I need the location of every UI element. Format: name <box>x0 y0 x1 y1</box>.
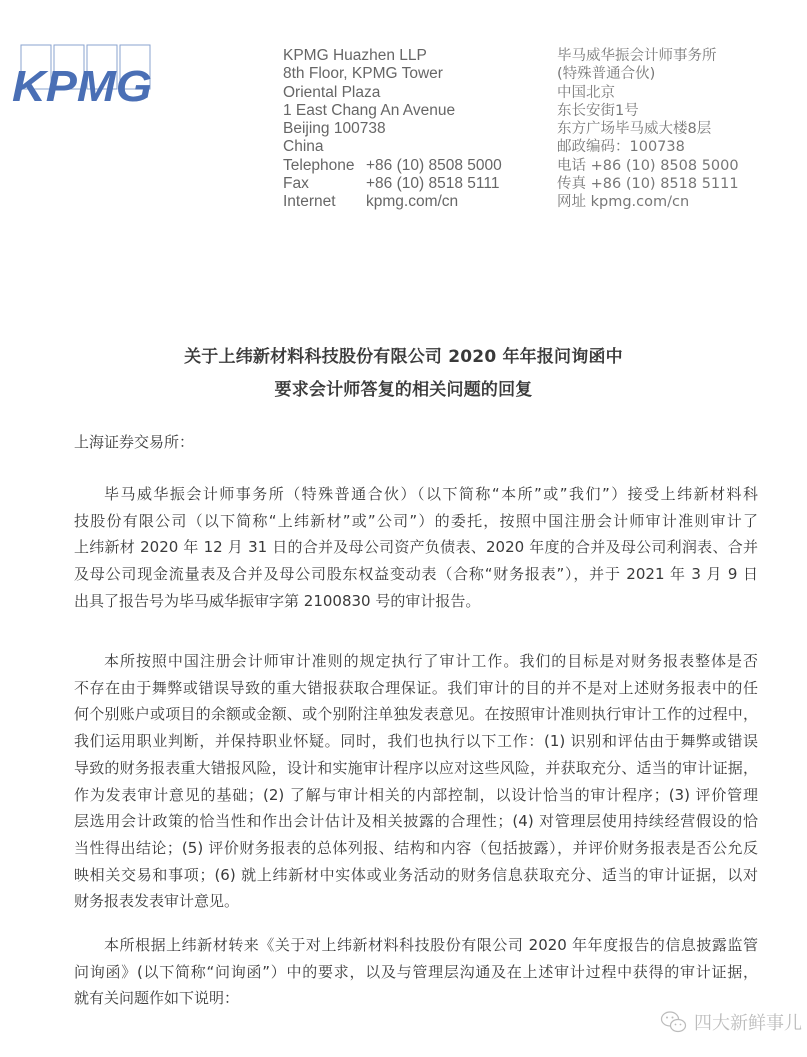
address-cn-line: 电话 +86 (10) 8508 5000 <box>557 157 739 174</box>
address-cn-line: 东长安街1号 <box>557 102 639 119</box>
contact-value: kpmg.com/cn <box>366 193 459 211</box>
logo-text: KPMG <box>12 62 152 106</box>
contact-value: +86 (10) 8508 5000 <box>366 156 502 174</box>
contact-label: Telephone <box>283 156 355 174</box>
paragraph-line: 何个别账户或项目的余额或金额、或个别附注单独发表意见。在按照审计准则执行审计工作的过程中， <box>74 705 758 724</box>
paragraph-line: 本所按照中国注册会计师审计准则的规定执行了审计工作。我们的目标是对财务报表整体是否 <box>104 652 758 670</box>
paragraph-line: 我们运用职业判断，并保持职业怀疑。同时，我们也执行以下工作：(1) 识别和评估由于舞弊或错误 <box>74 732 758 751</box>
paragraph-line: 技股份有限公司（以下简称“上纬新材”或”公司”）的委托，按照中国注册会计师审计准则审计了 <box>74 511 758 530</box>
address-en-line: 8th Floor, KPMG Tower <box>283 65 443 83</box>
contact-fax <box>283 175 502 193</box>
address-en-line: 1 East Chang An Avenue <box>283 101 456 119</box>
wechat-icon <box>660 1010 688 1034</box>
address-cn-line: 东方广场毕马威大楼8层 <box>557 121 712 138</box>
kpmg-logo-icon <box>12 44 162 106</box>
paragraph-line: 上纬新材 2020 年 12 月 31 日的合并及母公司资产负债表、2020 年度的合并及母公司利润表、合并 <box>74 538 758 557</box>
paragraph-line: 层选用会计政策的恰当性和作出会计估计及相关披露的合理性；(4) 对管理层使用持续经营假设的恰 <box>74 812 758 831</box>
watermark-text: 四大新鲜事儿 <box>694 1013 802 1034</box>
paragraph-line: 本所根据上纬新材转来《关于对上纬新材料科技股份有限公司 2020 年年度报告的信息披露监管 <box>104 936 758 954</box>
paragraph-line: 毕马威华振会计师事务所（特殊普通合伙）（以下简称“本所”或”我们”）接受上纬新材料科 <box>104 485 758 503</box>
contact-label: Internet <box>283 193 336 211</box>
paragraph-line: 不存在由于舞弊或错误导致的重大错报获取合理保证。我们审计的目的并不是对上述财务报表中的任 <box>74 678 758 697</box>
address-cn <box>557 47 739 212</box>
address-en-line: Beijing 100738 <box>283 120 386 138</box>
address-en <box>283 47 502 212</box>
kpmg-logo <box>12 44 162 106</box>
paragraph-3 <box>74 932 758 1012</box>
address-cn-line: 中国北京 <box>557 84 615 101</box>
address-cn-line: 毕马威华振会计师事务所 <box>557 48 717 64</box>
address-cn-line: 邮政编码：100738 <box>557 139 685 156</box>
address-cn-line: (特殊普通合伙) <box>557 66 656 83</box>
document-title-line2: 要求会计师答复的相关问题的回复 <box>274 380 533 400</box>
paragraph-line: 作为发表审计意见的基础；(2) 了解与审计相关的内部控制，以设计恰当的审计程序；(3) 评价管理 <box>74 785 758 804</box>
wechat-watermark <box>660 1009 802 1035</box>
paragraph-line: 导致的财务报表重大错报风险，设计和实施审计程序以应对这些风险，并获取充分、适当的审计证据， <box>74 758 758 777</box>
paragraph-line: 财务报表发表审计意见。 <box>74 892 240 911</box>
address-cn-line: 网址 kpmg.com/cn <box>557 194 690 211</box>
paragraph-2 <box>74 648 758 915</box>
paragraph-line: 当性得出结论；(5) 评价财务报表的总体列报、结构和内容（包括披露），并评价财务报表是否公允反 <box>74 838 758 857</box>
address-en-line: China <box>283 138 324 156</box>
address-en-line: KPMG Huazhen LLP <box>283 47 427 64</box>
paragraph-line: 映相关交易和事项；(6) 就上纬新材中实体或业务活动的财务信息获取充分、适当的审计证据，以对 <box>74 865 758 884</box>
paragraph-line: 就有关问题作如下说明： <box>74 989 240 1008</box>
contact-telephone <box>283 157 502 175</box>
contact-value: +86 (10) 8518 5111 <box>366 175 500 193</box>
paragraph-line: 及母公司现金流量表及合并及母公司股东权益变动表（合称“财务报表”），并于 2021 年 3 月 9 日 <box>74 565 758 584</box>
address-cn-line: 传真 +86 (10) 8518 5111 <box>557 176 739 193</box>
contact-internet <box>283 193 502 211</box>
paragraph-line: 出具了报告号为毕马威华振审字第 2100830 号的审计报告。 <box>74 591 481 610</box>
salutation: 上海证券交易所： <box>74 433 195 451</box>
paragraph-line: 问询函》(以下简称“问询函”）中的要求，以及与管理层沟通及在上述审计过程中获得的审计证据， <box>74 962 758 981</box>
document-title-line1: 关于上纬新材料科技股份有限公司 2020 年年报问询函中 <box>184 347 623 367</box>
contact-label: Fax <box>283 175 309 193</box>
paragraph-1 <box>74 481 758 615</box>
address-en-line: Oriental Plaza <box>283 83 381 101</box>
